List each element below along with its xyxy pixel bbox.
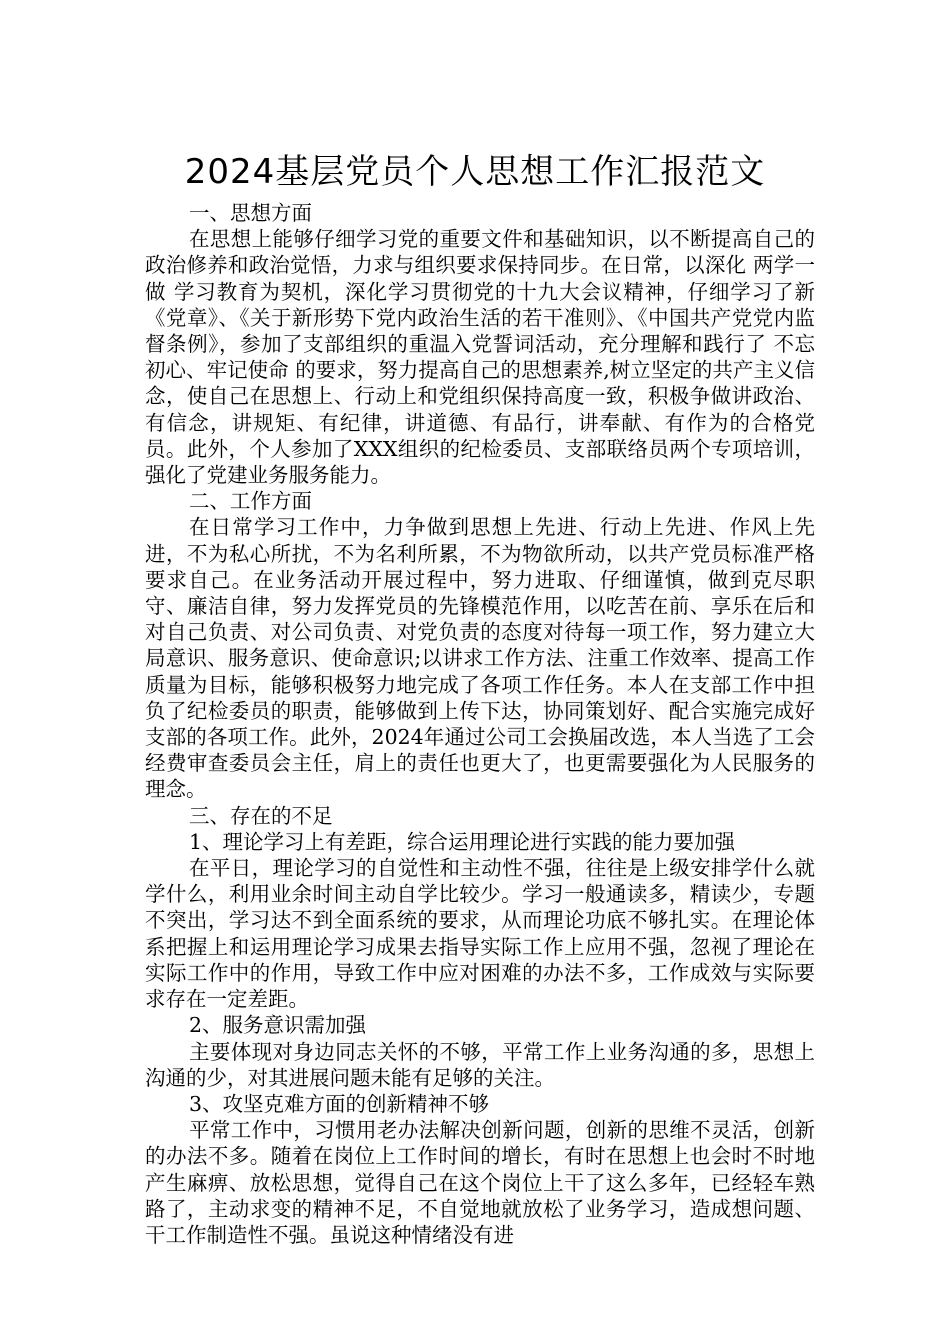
- section-heading-work: 二、工作方面: [189, 489, 312, 514]
- subsection-heading-theory: 1、理论学习上有差距，综合运用理论进行实践的能力要加强: [189, 829, 736, 854]
- subsection-paragraph-service: 主要体现对身边同志关怀的不够，平常工作上业务沟通的多，思想上沟通的少，对其进展问题未能有足够的关注。: [145, 1039, 815, 1090]
- subsection-paragraph-innovation: 平常工作中，习惯用老办法解决创新问题，创新的思维不灵活，创新的办法不多。随着在岗位上工作时间的增长，有时在思想上也会时不时地产生麻痹、放松思想，觉得自己在这个岗位上干了这么多年，已经轻车熟路了，主动求变的精神不足，不自觉地就放松了业务学习，造成想问题、干工作制造性不强。虽说这种情绪没有进: [145, 1118, 815, 1247]
- document-title: 2024基层党员个人思想工作汇报范文: [184, 151, 766, 192]
- section-heading-shortcomings: 三、存在的不足: [189, 803, 333, 828]
- section-heading-thought: 一、思想方面: [189, 201, 312, 225]
- section-paragraph-work: 在日常学习工作中，力争做到思想上先进、行动上先进、作风上先进，不为私心所扰，不为名利所累，不为物欲所动，以共产党员标准严格要求自己。在业务活动开展过程中，努力进取、仔细谨慎，做到克尽职守、廉洁自律，努力发挥党员的先锋模范作用，以吃苦在前、享乐在后和对自己负责、对公司负责、对党负责的态度对待每一项工作，努力建立大局意识、服务意识、使命意识;以讲求工作方法、注重工作效率、提高工作质量为目标，能够积极努力地完成了各项工作任务。本人在支部工作中担负了纪检委员的职责，能够做到上传下达，协同策划好、配合实施完成好支部的各项工作。此外，2024年通过公司工会换届改选，本人当选了工会经费审查委员会主任，肩上的责任也更大了，也更需要强化为人民服务的理念。: [145, 515, 815, 802]
- subsection-heading-innovation: 3、攻坚克难方面的创新精神不够: [189, 1091, 490, 1116]
- section-paragraph-thought: 在思想上能够仔细学习党的重要文件和基础知识，以不断提高自己的政治修养和政治觉悟，力求与组织要求保持同步。在日常，以深化 两学一做 学习教育为契机，深化学习贯彻党的十九大会议精神，仔细学习了新《党章》、《关于新形势下党内政治生活的若干准则》、《中国共产党党内监督条例》，参加了支部组织的重温入党誓词活动，充分理解和践行了 不忘初心、牢记使命 的要求，努力提高自己的思想素养,树立坚定的共产主义信念，使自己在思想上、行动上和党组织保持高度一致，积极争做讲政治、有信念，讲规矩、有纪律，讲道德、有品行，讲奉献、有作为的合格党员。此外，个人参加了XXX组织的纪检委员、支部联络员两个专项培训，强化了党建业务服务能力。: [145, 227, 815, 488]
- document-body: [145, 200, 815, 1248]
- subsection-paragraph-theory: 在平日，理论学习的自觉性和主动性不强，往往是上级安排学什么就学什么，利用业余时间主动自学比较少。学习一般通读多，精读少，专题不突出，学习达不到全面系统的要求，从而理论功底不够扎实。在理论体系把握上和运用理论学习成果去指导实际工作上应用不强，忽视了理论在实际工作中的作用，导致工作中应对困难的办法不多，工作成效与实际要求存在一定差距。: [145, 856, 815, 1012]
- subsection-heading-service: 2、服务意识需加强: [189, 1013, 367, 1038]
